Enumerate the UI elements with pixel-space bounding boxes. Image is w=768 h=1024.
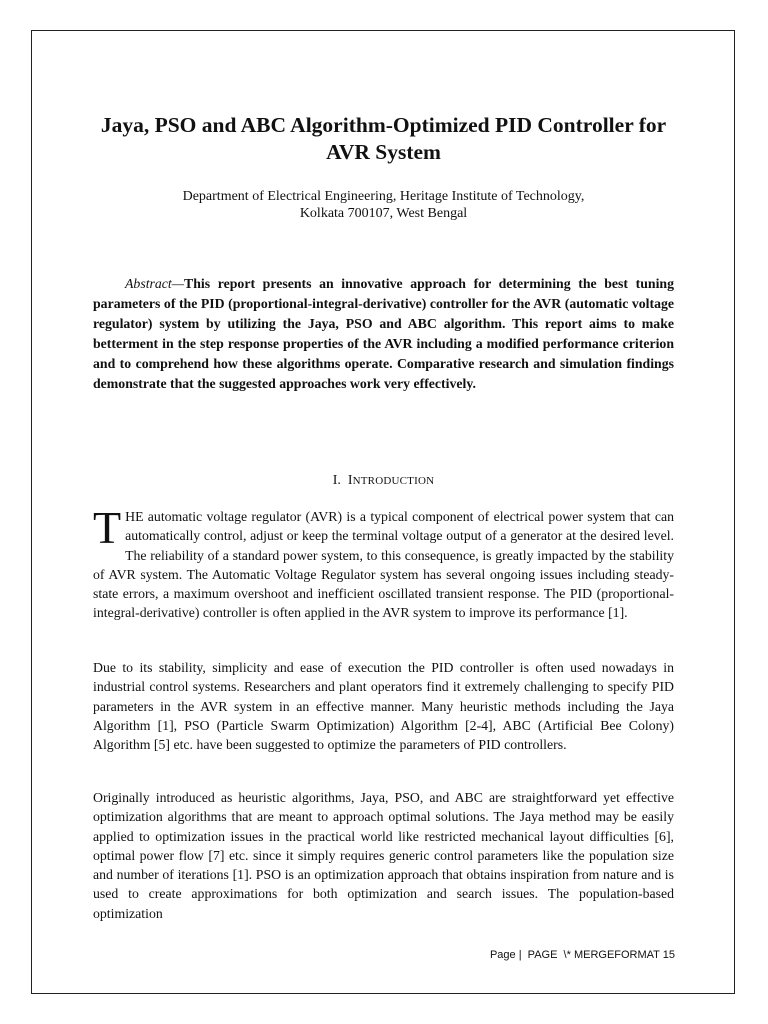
abstract [93,274,674,394]
affiliation-line-2: Kolkata 700107, West Bengal [299,206,468,221]
paper-title: Jaya, PSO and ABC Algorithm-Optimized PID Controller for AVR System [100,113,667,164]
author-affiliation [93,188,674,222]
page-footer: Page | PAGE \* MERGEFORMAT 15 [489,949,675,961]
section-title-rest: NTRODUCTION [352,475,435,487]
section-number: I. [332,473,341,488]
abstract-dash: — [171,276,185,291]
section-title-initial: I [347,473,353,488]
abstract-text: This report presents an innovative approach for determining the best tuning parameters of the PID (proportional-integral-derivative) controller for the AVR (automatic voltage regulator) system by utilizing the Jaya, PSO and ABC algorithm. This report aims to make betterment in the step response properties of the AVR including a modified performance criterion and to comprehend how these algorithms operate. Comparative research and simulation findings demonstrate that the suggested approaches work very effectively. [93,276,674,391]
paragraph-1-text: HE automatic voltage regulator (AVR) is a typical component of electrical power system that can automatically control, adjust or keep the terminal voltage output of a generator at the desired level. The reliability of a standard power system, to this consequence, is greatly impacted by the stability of AVR system. The Automatic Voltage Regulator system has several ongoing issues including steady-state errors, a maximum overshoot and inefficient oscillated transient response. The PID (proportional-integral-derivative) controller is often applied in the AVR system to improve its performance [1]. [93,509,674,621]
section-heading [93,472,674,490]
drop-cap: T [93,502,122,553]
paragraph-3: Originally introduced as heuristic algorithms, Jaya, PSO, and ABC are straightforward yet effective optimization algorithms that are meant to approach optimal solutions. The Jaya method may be easily applied to optimization issues in the practical world like restricted mechanical layout difficulties [6], optimal power flow [7] etc. since it simply requires generic control parameters like the population size and number of iterations [1]. PSO is an optimization approach that obtains inspiration from nature and is used to create approximations for both optimization and search issues. The population-based optimization [93,790,674,921]
abstract-label: Abstract [125,276,172,291]
affiliation-line-1: Department of Electrical Engineering, Heritage Institute of Technology, [182,189,585,204]
paragraph-2: Due to its stability, simplicity and ease of execution the PID controller is often used nowadays in industrial control systems. Researchers and plant operators find it extremely challenging to specify PID parameters in the AVR system in an effective manner. Many heuristic methods including the Jaya Algorithm [1], PSO (Particle Swarm Optimization) Algorithm [2-4], ABC (Artificial Bee Colony) Algorithm [5] etc. have been suggested to optimize the parameters of PID controllers. [93,660,674,753]
paragraph-1 [93,502,674,623]
